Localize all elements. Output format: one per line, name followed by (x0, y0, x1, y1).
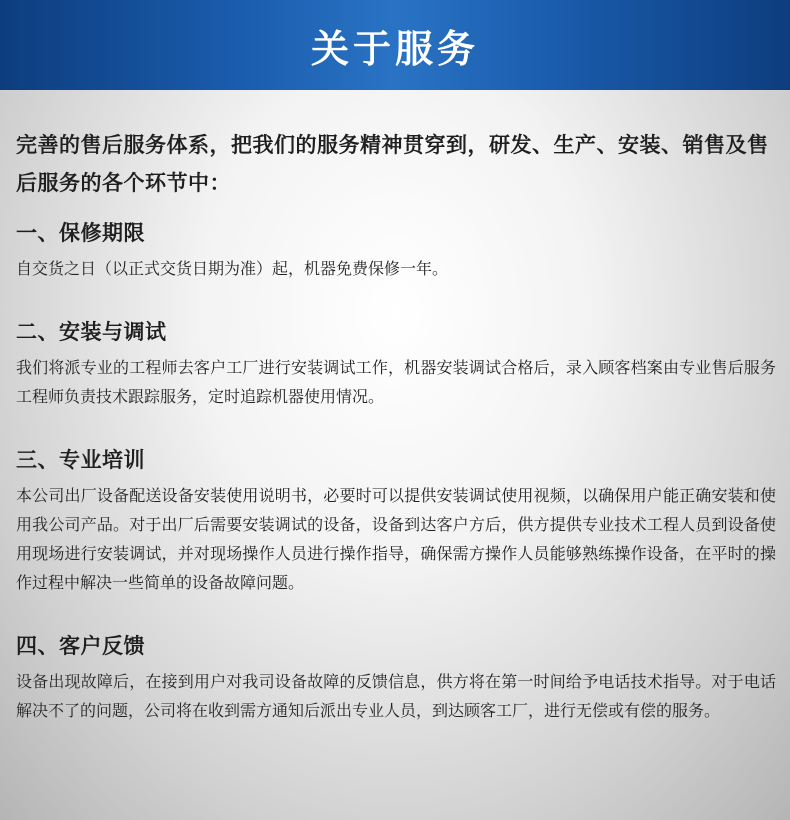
section-title: 一、保修期限 (16, 221, 145, 245)
section-warranty (16, 218, 776, 283)
section-training (16, 445, 776, 597)
page-title: 关于服务 (310, 26, 479, 71)
section-title: 三、专业培训 (16, 448, 145, 472)
section-title: 四、客户反馈 (16, 634, 145, 658)
header-banner (0, 0, 790, 90)
section-installation (16, 317, 776, 411)
intro-text: 完善的售后服务体系，把我们的服务精神贯穿到，研发、生产、安装、销售及售后服务的各个环节中： (16, 133, 769, 195)
content-area (16, 126, 776, 725)
section-title: 二、安装与调试 (16, 320, 167, 344)
section-feedback (16, 631, 776, 725)
section-body: 设备出现故障后，在接到用户对我司设备故障的反馈信息，供方将在第一时间给予电话技术指导。对于电话解决不了的问题，公司将在收到需方通知后派出专业人员，到达顾客工厂，进行无偿或有偿的服务。 (16, 672, 776, 720)
section-body: 本公司出厂设备配送设备安装使用说明书，必要时可以提供安装调试使用视频，以确保用户能正确安装和使用我公司产品。对于出厂后需要安装调试的设备，设备到达客户方后，供方提供专业技术工程人员到设备使用现场进行安装调试，并对现场操作人员进行操作指导，确保需方操作人员能够熟练操作设备，在平时的操作过程中解决一些简单的设备故障问题。 (16, 486, 776, 592)
section-body: 自交货之日（以正式交货日期为准）起，机器免费保修一年。 (16, 259, 449, 278)
section-body: 我们将派专业的工程师去客户工厂进行安装调试工作，机器安装调试合格后，录入顾客档案由专业售后服务工程师负责技术跟踪服务，定时追踪机器使用情况。 (16, 358, 776, 406)
